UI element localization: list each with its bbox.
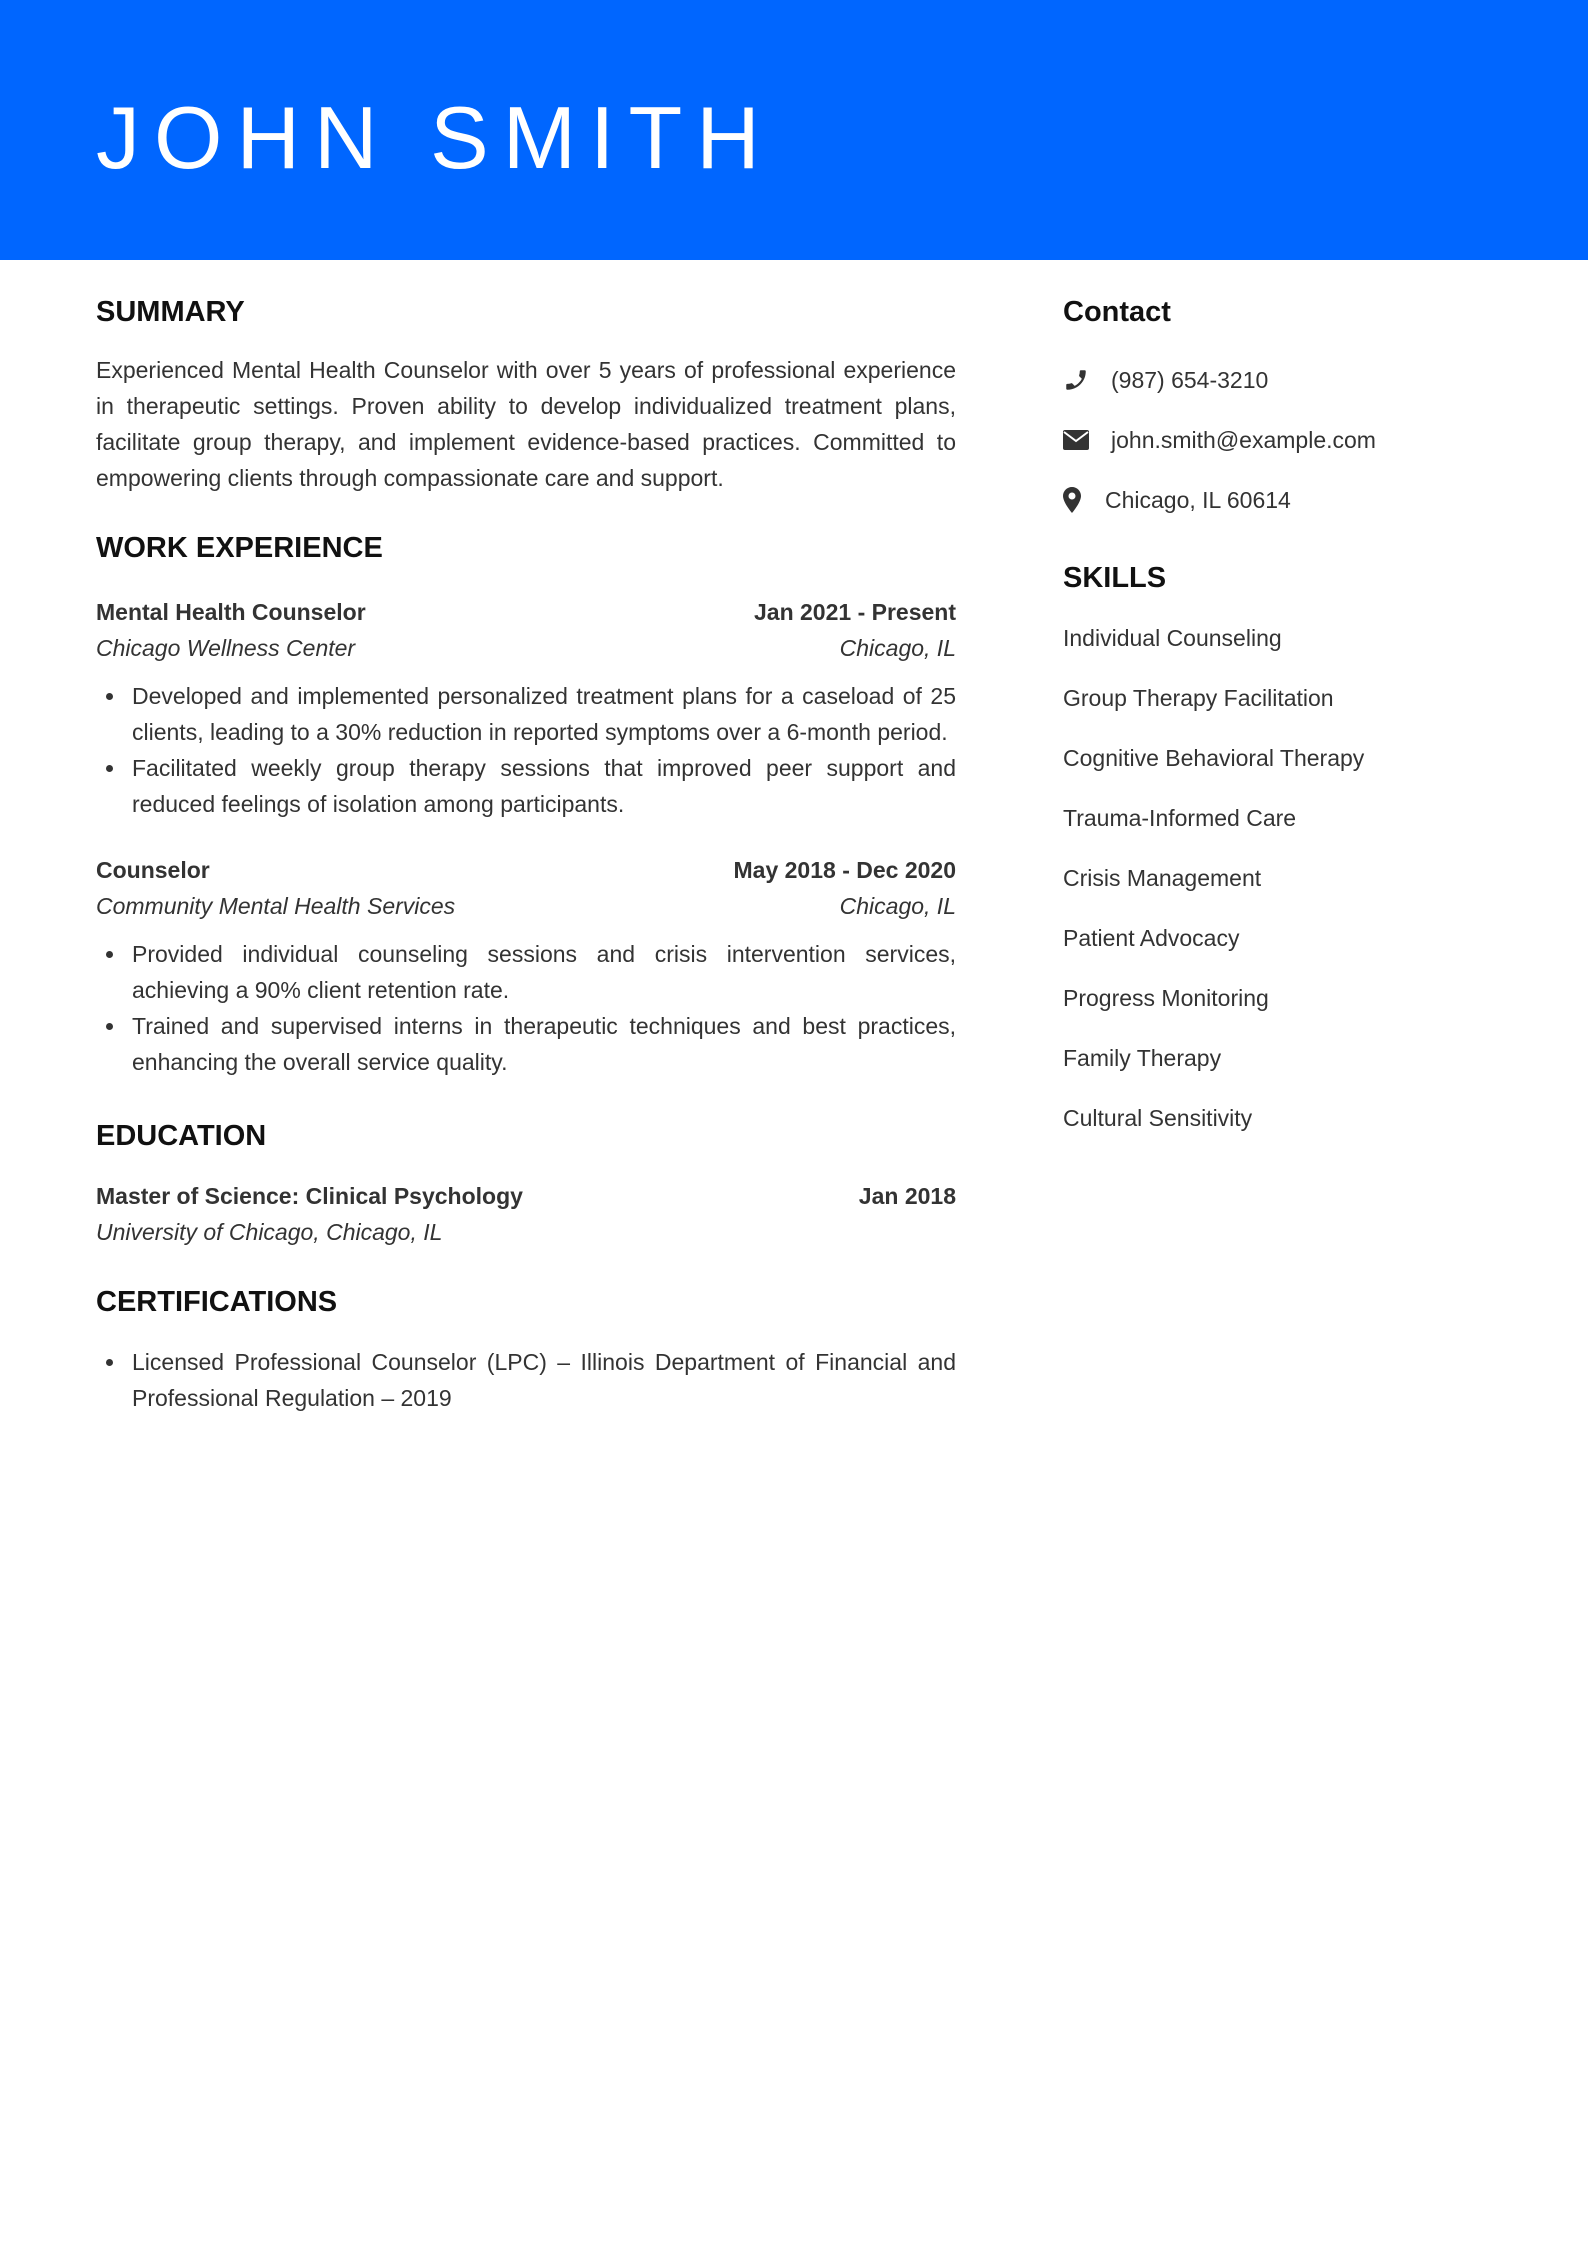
experience-section — [96, 526, 956, 1080]
skill-item: Individual Counseling — [1063, 625, 1282, 651]
skills-section — [1063, 556, 1493, 1136]
skills-title: SKILLS — [1063, 562, 1167, 594]
job-dates: Jan 2021 - Present — [753, 599, 956, 625]
job-company: Chicago Wellness Center — [96, 635, 356, 661]
phone-number: (987) 654-3210 — [1111, 366, 1269, 393]
job-location: Chicago, IL — [839, 893, 956, 919]
skill-item: Family Therapy — [1063, 1045, 1222, 1071]
education-section — [96, 1114, 956, 1250]
contact-email — [1063, 422, 1493, 458]
contact-location — [1063, 482, 1493, 518]
job-dates: May 2018 - Dec 2020 — [733, 857, 956, 883]
skill-item: Patient Advocacy — [1063, 925, 1240, 951]
job-bullet: Facilitated weekly group therapy sessions that improved peer support and reduced feelings of isolation among participants. — [96, 750, 956, 822]
map-pin-icon — [1063, 486, 1081, 514]
school: University of Chicago, Chicago, IL — [96, 1219, 443, 1245]
job-bullets — [96, 678, 956, 822]
summary-text: Experienced Mental Health Counselor with over 5 years of professional experience in therapeutic settings. Proven ability to develop individualized treatment plans, facilitate group therapy, and implement evidence-based practices. Committed to empowering clients through compassionate care and support. — [96, 357, 956, 491]
envelope-icon — [1063, 426, 1091, 454]
skill-item: Trauma-Informed Care — [1063, 805, 1297, 831]
certification-item: Licensed Professional Counselor (LPC) – Illinois Department of Financial and Professional Regulation – 2019 — [96, 1344, 956, 1416]
summary-section — [96, 290, 956, 496]
summary-title: SUMMARY — [96, 296, 245, 328]
education-title: EDUCATION — [96, 1120, 267, 1152]
certifications-title: CERTIFICATIONS — [96, 1286, 338, 1318]
certification-list — [96, 1344, 956, 1416]
skill-item: Progress Monitoring — [1063, 985, 1269, 1011]
job-entry — [96, 852, 956, 1080]
email-address: john.smith@example.com — [1111, 426, 1376, 453]
job-bullet: Provided individual counseling sessions and crisis intervention services, achieving a 90% client retention rate. — [96, 936, 956, 1008]
skill-item: Group Therapy Facilitation — [1063, 685, 1334, 711]
contact-title: Contact — [1063, 296, 1171, 328]
contact-section — [1063, 290, 1493, 518]
job-role: Mental Health Counselor — [96, 599, 366, 625]
job-bullets — [96, 936, 956, 1080]
skill-item: Cultural Sensitivity — [1063, 1105, 1253, 1131]
job-location: Chicago, IL — [839, 635, 956, 661]
candidate-name: JOHN SMITH — [96, 88, 774, 187]
side-column — [1063, 290, 1493, 1160]
job-company: Community Mental Health Services — [96, 893, 456, 919]
job-entry — [96, 594, 956, 822]
main-column — [96, 290, 956, 1416]
header-banner — [0, 0, 1588, 260]
contact-phone — [1063, 362, 1493, 398]
skill-item: Crisis Management — [1063, 865, 1262, 891]
experience-title: WORK EXPERIENCE — [96, 532, 383, 564]
job-bullet: Trained and supervised interns in therapeutic techniques and best practices, enhancing the overall service quality. — [96, 1008, 956, 1080]
degree-date: Jan 2018 — [858, 1183, 956, 1209]
certifications-section — [96, 1280, 956, 1416]
job-bullet: Developed and implemented personalized treatment plans for a caseload of 25 clients, leading to a 30% reduction in reported symptoms over a 6-month period. — [96, 678, 956, 750]
location-text: Chicago, IL 60614 — [1105, 486, 1291, 513]
phone-icon — [1063, 366, 1091, 394]
degree: Master of Science: Clinical Psychology — [96, 1183, 523, 1209]
skill-item: Cognitive Behavioral Therapy — [1063, 745, 1365, 771]
job-role: Counselor — [96, 857, 210, 883]
